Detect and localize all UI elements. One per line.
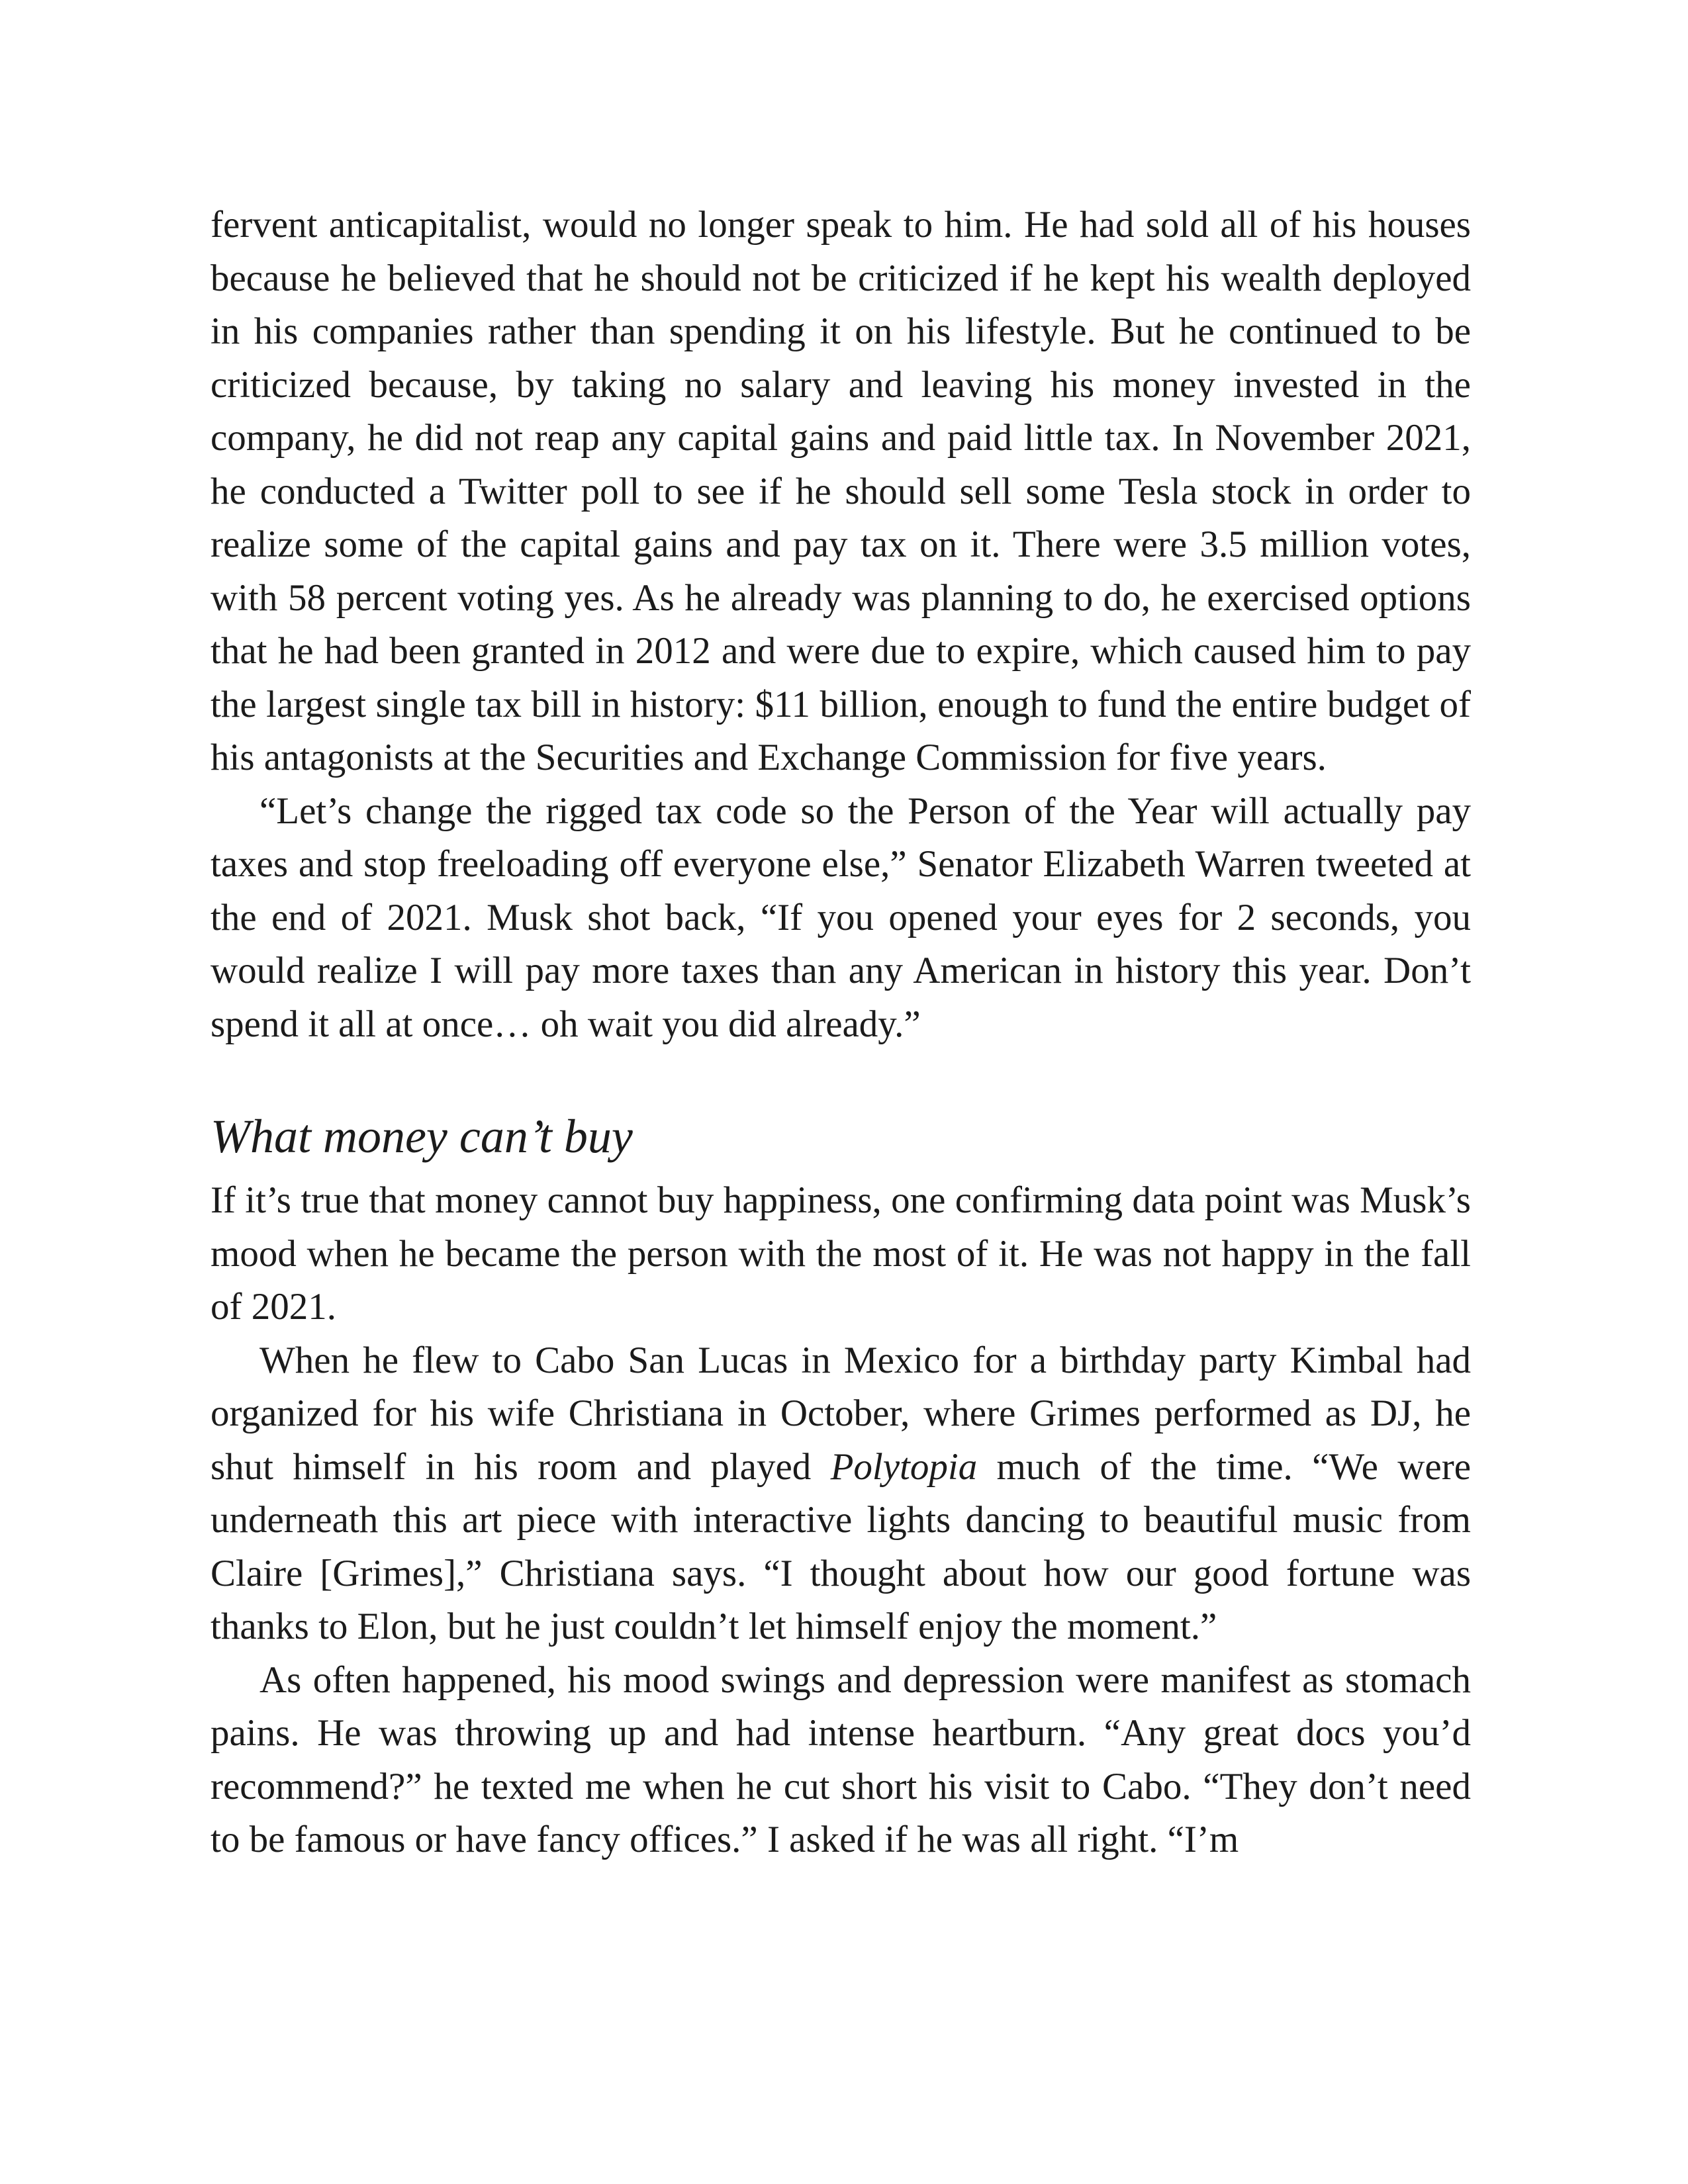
paragraph-money-happiness: If it’s true that money cannot buy happiness, one confirming data point was Musk’s mood when he became the person with the most of it. He was not happy in the fall of 2021. — [211, 1179, 1471, 1328]
page-body — [211, 199, 1471, 1867]
cabo-text-end: much of the time. “We were underneath this art piece with interactive lights dancing to beautiful music from Claire [Grimes],” Christiana says. “I thought about how our good fortune was thanks to Elon, but he just couldn’t let himself enjoy the moment.” — [211, 1445, 1471, 1647]
paragraph-stomach-pains: As often happened, his mood swings and depression were manifest as stomach pains. He was throwing up and had intense heartburn. “Any great docs you’d recommend?” he texted me when he cut short his visit to Cabo. “They don’t need to be famous or have fancy offices.” I asked if he was all right. “I’m — [211, 1659, 1471, 1860]
paragraph-tax-bill: fervent anticapitalist, would no longer speak to him. He had sold all of his houses because he believed that he should not be criticized if he kept his wealth deployed in his companies rather than spending it on his lifestyle. But he continued to be criticized because, by taking no salary and leaving his money invested in the company, he did not reap any capital gains and paid little tax. In November 2021, he conducted a Twitter poll to see if he should sell some Tesla stock in order to realize some of the capital gains and pay tax on it. There were 3.5 million votes, with 58 percent voting yes. As he already was planning to do, he exercised options that he had been granted in 2012 and were due to expire, which caused him to pay the largest single tax bill in history: $11 billion, enough to fund the entire budget of his antagonists at the Securities and Exchange Commission for five years. — [211, 204, 1471, 778]
paragraph-warren-tweet: “Let’s change the rigged tax code so the Person of the Year will actually pay taxes and stop freeloading off everyone else,” Senator Elizabeth Warren tweeted at the end of 2021. Musk shot back, “If you opened your eyes for 2 seconds, you would realize I will pay more taxes than any American in history this year. Don’t spend it all at once… oh wait you did already.” — [211, 790, 1471, 1045]
cabo-text-start: When he flew to Cabo San Lucas in Mexico for a birthday party Kimbal had organized for his wife Christiana in October, where Grimes performed as DJ, he shut himself in his room and played — [211, 1339, 1471, 1488]
section-heading: What money can’t buy — [211, 1110, 633, 1163]
game-title-italic: Polytopia — [830, 1445, 978, 1488]
paragraph-cabo-party — [211, 1334, 1471, 1654]
